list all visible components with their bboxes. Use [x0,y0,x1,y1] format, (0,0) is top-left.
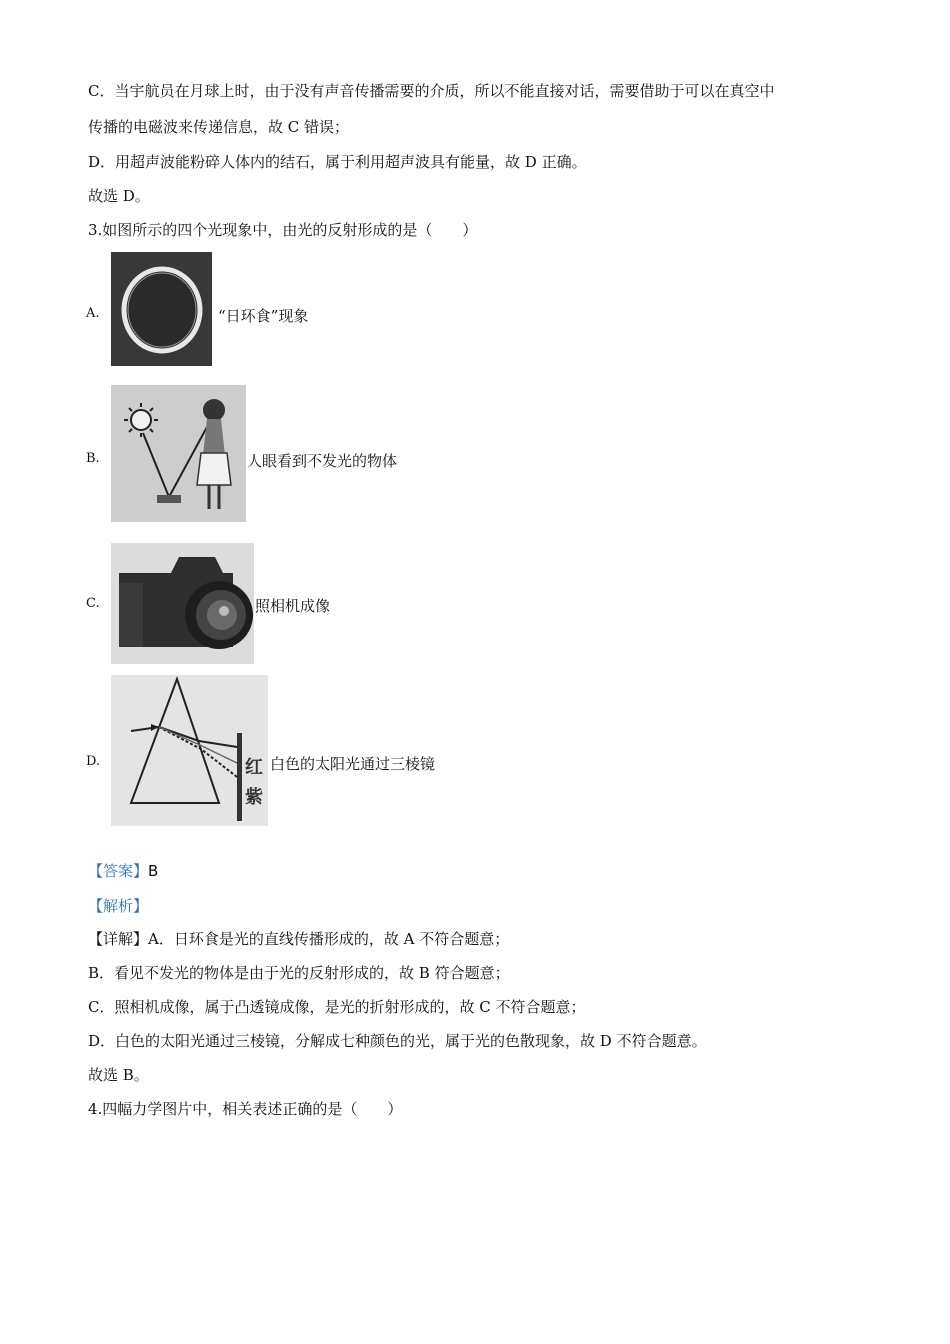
detail-c: C．照相机成像，属于凸透镜成像，是光的折射形成的，故 C 不符合题意； [88,998,586,1016]
detail-conclusion: 故选 B。 [88,1066,149,1084]
option-c-explanation-line2: 传播的电磁波来传递信息，故 C 错误； [88,118,350,136]
girl-sees-reflection-icon [111,385,246,522]
question-3-stem: 3.如图所示的四个光现象中，由光的反射形成的是（ ） [88,221,478,239]
option-d-letter: D. [86,754,101,769]
detail-a: A．日环食是光的直线传播形成的，故 A 不符合题意； [148,930,510,948]
prism-dispersion-icon [111,675,268,826]
detail-tag: 【详解】 [88,930,149,948]
previous-conclusion: 故选 D。 [88,187,150,205]
answer-value: B [148,862,159,880]
screen-label-red: 红 [245,757,263,778]
option-a-text: “日环食”现象 [218,307,309,325]
analysis-tag-line [88,896,148,916]
camera-icon [111,543,254,664]
detail-d: D．白色的太阳光通过三棱镜，分解成七种颜色的光，属于光的色散现象，故 D 不符合题意。 [88,1032,707,1050]
option-a-letter: A. [86,306,100,321]
question-4-stem: 4.四幅力学图片中，相关表述正确的是（ ） [88,1100,403,1118]
answer-line [88,861,158,881]
answer-tag: 【答案】 [88,862,149,880]
screen-label-violet: 紫 [245,787,263,808]
option-d-text: 白色的太阳光通过三棱镜 [270,755,436,773]
option-b-letter: B. [86,451,100,466]
option-c-text: 照相机成像 [255,597,331,615]
solar-eclipse-ring-icon [111,252,212,366]
detail-line-a [88,929,509,949]
option-d-explanation: D．用超声波能粉碎人体内的结石，属于利用超声波具有能量，故 D 正确。 [88,153,587,171]
option-c-explanation-line1: C．当宇航员在月球上时，由于没有声音传播需要的介质，所以不能直接对话，需要借助于可以在真空中 [88,82,775,100]
option-b-text: 人眼看到不发光的物体 [247,452,398,470]
option-c-letter: C. [86,596,100,611]
detail-b: B．看见不发光的物体是由于光的反射形成的，故 B 符合题意； [88,964,510,982]
analysis-tag: 【解析】 [88,897,149,915]
